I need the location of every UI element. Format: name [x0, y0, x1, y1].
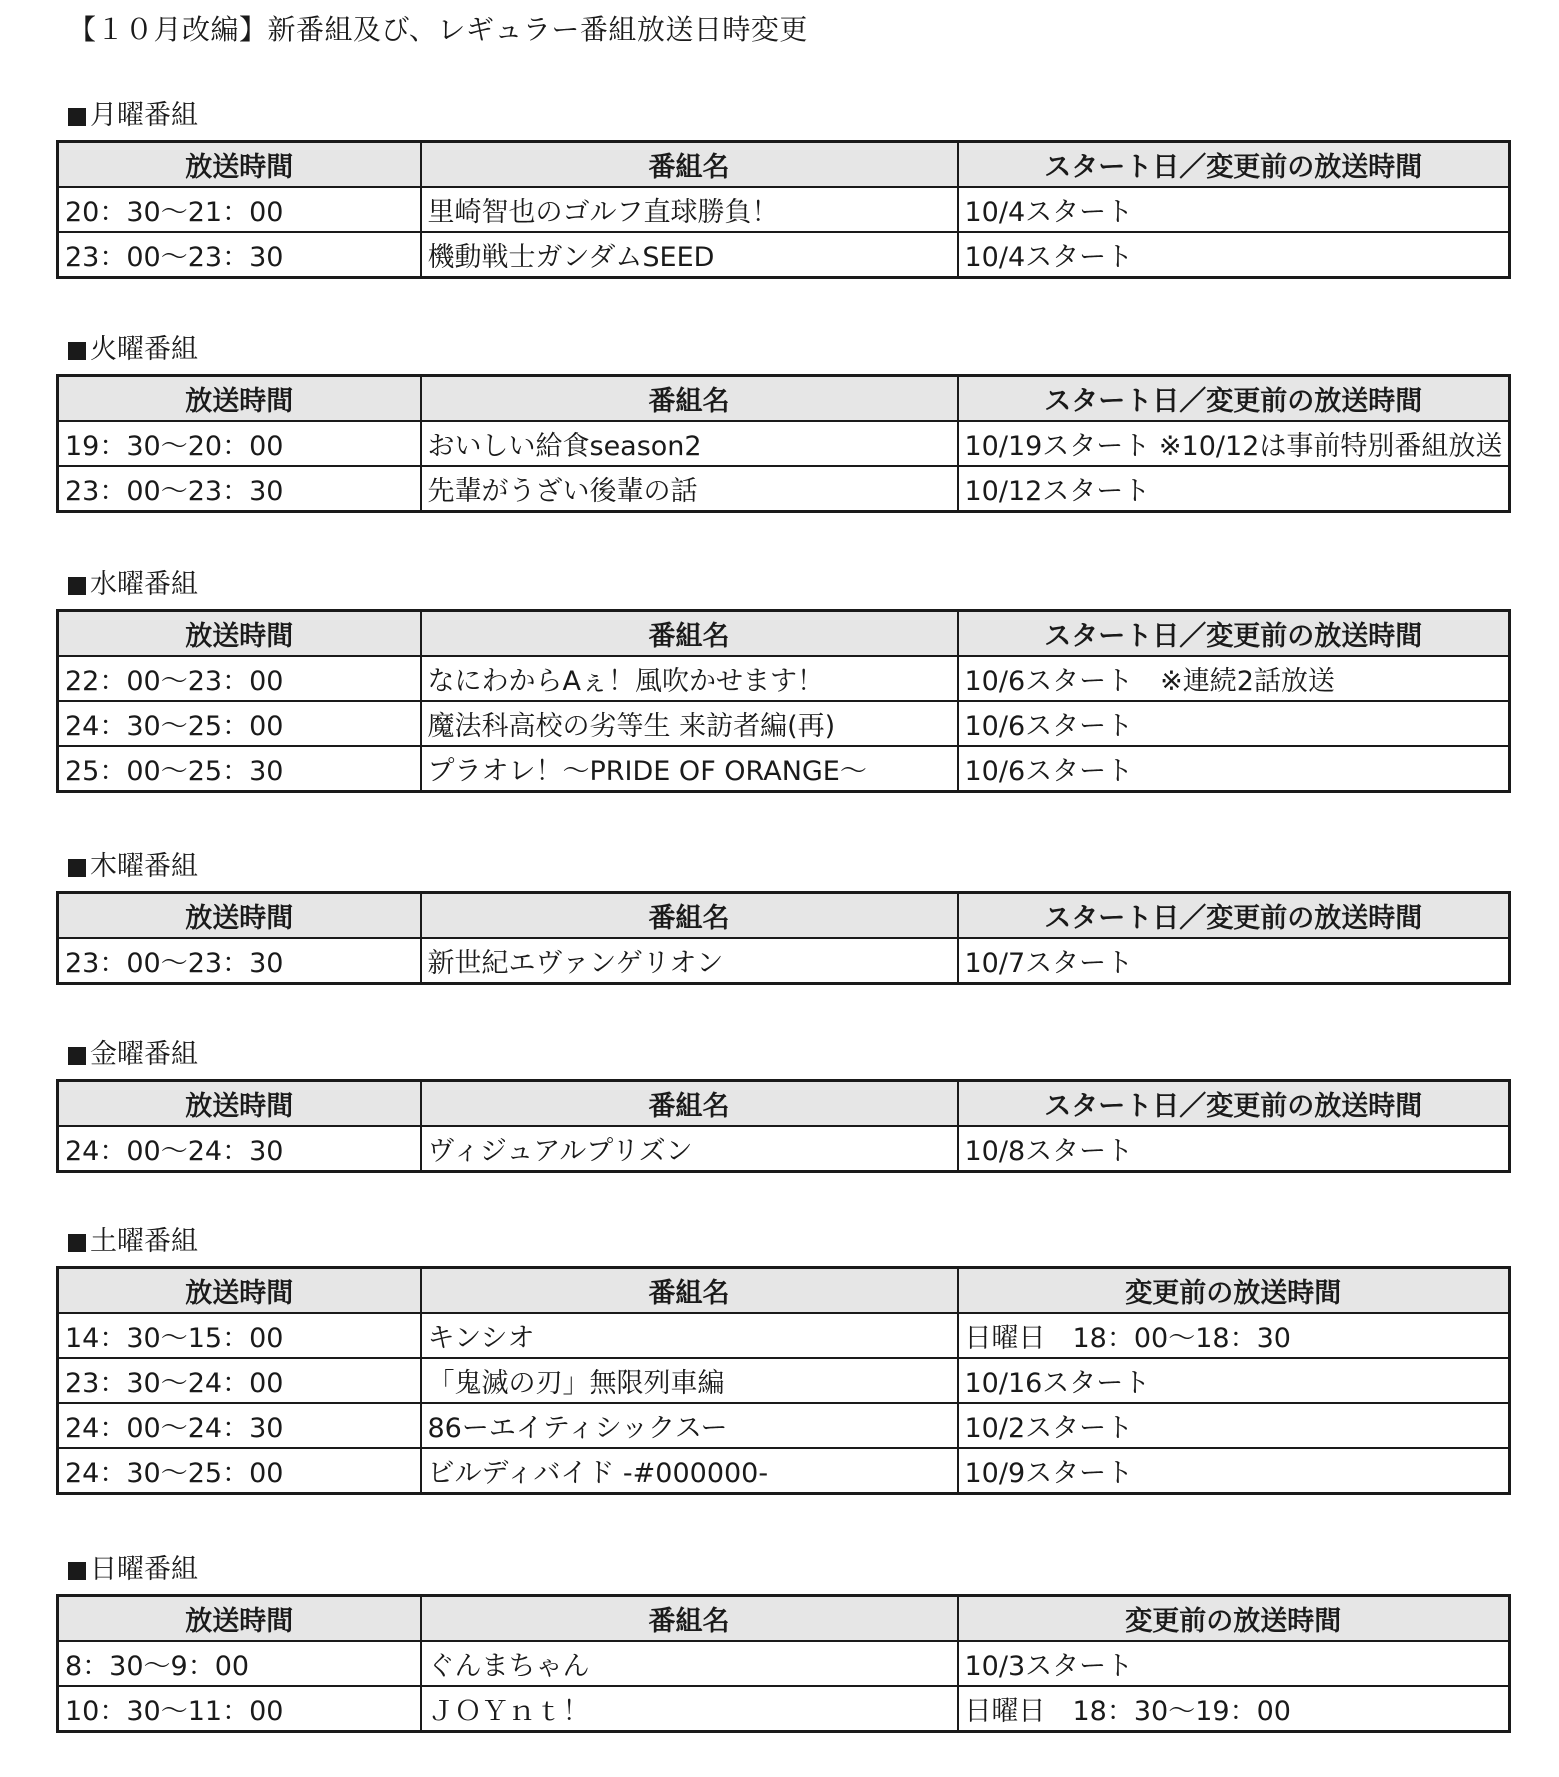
column-header: 番組名 [421, 1596, 958, 1642]
schedule-table [56, 1594, 1511, 1733]
table-header-row [58, 1268, 1510, 1314]
broadcast-time-cell: 24：30～25：00 [58, 1448, 421, 1494]
column-header: スタート日／変更前の放送時間 [958, 893, 1510, 939]
bullet-square-icon [68, 1047, 86, 1065]
broadcast-time-cell: 14：30～15：00 [58, 1313, 421, 1358]
program-name-cell: 「鬼滅の刃」無限列車編 [421, 1358, 958, 1403]
column-header: スタート日／変更前の放送時間 [958, 376, 1510, 422]
program-name-cell: キンシオ [421, 1313, 958, 1358]
broadcast-time-cell: 24：30～25：00 [58, 701, 421, 746]
schedule-section [56, 96, 1506, 279]
section-heading-text: 月曜番組 [90, 100, 198, 131]
table-row [58, 1686, 1510, 1732]
start-date-cell: 10/16スタート [958, 1358, 1510, 1403]
bullet-square-icon [68, 577, 86, 595]
section-heading-text: 日曜番組 [90, 1554, 198, 1585]
section-heading-text: 水曜番組 [90, 569, 198, 600]
bullet-square-icon [68, 1562, 86, 1580]
column-header: スタート日／変更前の放送時間 [958, 611, 1510, 657]
start-date-cell: 10/6スタート [958, 701, 1510, 746]
section-heading [56, 565, 1506, 605]
schedule-section [56, 1035, 1506, 1173]
program-name-cell: 里崎智也のゴルフ直球勝負！ [421, 187, 958, 232]
program-name-cell: 機動戦士ガンダムSEED [421, 232, 958, 278]
start-date-cell: 10/6スタート [958, 746, 1510, 792]
column-header: 番組名 [421, 1081, 958, 1127]
broadcast-time-cell: 25：00～25：30 [58, 746, 421, 792]
table-row [58, 232, 1510, 278]
start-date-cell: 10/8スタート [958, 1126, 1510, 1172]
broadcast-time-cell: 24：00～24：30 [58, 1403, 421, 1448]
column-header: スタート日／変更前の放送時間 [958, 1081, 1510, 1127]
broadcast-time-cell: 20：30～21：00 [58, 187, 421, 232]
start-date-cell: 10/7スタート [958, 938, 1510, 984]
section-heading [56, 1550, 1506, 1590]
section-heading-text: 土曜番組 [90, 1226, 198, 1257]
column-header: 放送時間 [58, 1081, 421, 1127]
table-row [58, 187, 1510, 232]
schedule-section [56, 1550, 1506, 1733]
column-header: 番組名 [421, 376, 958, 422]
start-date-cell: 日曜日 18：00～18：30 [958, 1313, 1510, 1358]
start-date-cell: 10/6スタート ※連続2話放送 [958, 656, 1510, 701]
table-header-row [58, 611, 1510, 657]
column-header: 変更前の放送時間 [958, 1268, 1510, 1314]
broadcast-time-cell: 23：00～23：30 [58, 938, 421, 984]
start-date-cell: 日曜日 18：30～19：00 [958, 1686, 1510, 1732]
schedule-table [56, 1079, 1511, 1173]
schedule-table [56, 891, 1511, 985]
column-header: 放送時間 [58, 893, 421, 939]
broadcast-time-cell: 23：00～23：30 [58, 232, 421, 278]
broadcast-time-cell: 23：00～23：30 [58, 466, 421, 512]
program-name-cell: プラオレ！～PRIDE OF ORANGE～ [421, 746, 958, 792]
schedule-table [56, 140, 1511, 279]
section-heading [56, 1035, 1506, 1075]
section-heading [56, 1222, 1506, 1262]
table-row [58, 466, 1510, 512]
broadcast-time-cell: 19：30～20：00 [58, 421, 421, 466]
table-row [58, 656, 1510, 701]
column-header: 放送時間 [58, 1268, 421, 1314]
program-name-cell: 魔法科高校の劣等生 来訪者編(再) [421, 701, 958, 746]
section-heading-text: 木曜番組 [90, 851, 198, 882]
broadcast-time-cell: 24：00～24：30 [58, 1126, 421, 1172]
bullet-square-icon [68, 859, 86, 877]
table-row [58, 1313, 1510, 1358]
program-name-cell: おいしい給食season2 [421, 421, 958, 466]
table-row [58, 1126, 1510, 1172]
column-header: 放送時間 [58, 142, 421, 188]
table-row [58, 1448, 1510, 1494]
start-date-cell: 10/4スタート [958, 187, 1510, 232]
broadcast-time-cell: 22：00～23：00 [58, 656, 421, 701]
start-date-cell: 10/3スタート [958, 1641, 1510, 1686]
table-row [58, 938, 1510, 984]
schedule-section [56, 847, 1506, 985]
broadcast-time-cell: 8：30～9：00 [58, 1641, 421, 1686]
schedule-section [56, 330, 1506, 513]
schedule-section [56, 1222, 1506, 1495]
column-header: 番組名 [421, 611, 958, 657]
column-header: スタート日／変更前の放送時間 [958, 142, 1510, 188]
bullet-square-icon [68, 1234, 86, 1252]
program-name-cell: 先輩がうざい後輩の話 [421, 466, 958, 512]
table-row [58, 1641, 1510, 1686]
program-name-cell: ビルディバイド -#000000- [421, 1448, 958, 1494]
schedule-table [56, 374, 1511, 513]
start-date-cell: 10/4スタート [958, 232, 1510, 278]
start-date-cell: 10/19スタート ※10/12は事前特別番組放送 [958, 421, 1510, 466]
column-header: 放送時間 [58, 611, 421, 657]
program-name-cell: 86ーエイティシックスー [421, 1403, 958, 1448]
column-header: 番組名 [421, 1268, 958, 1314]
section-heading [56, 847, 1506, 887]
column-header: 放送時間 [58, 376, 421, 422]
schedule-table [56, 1266, 1511, 1495]
page-title: 【１０月改編】新番組及び、レギュラー番組放送日時変更 [68, 13, 808, 46]
table-header-row [58, 376, 1510, 422]
section-heading [56, 96, 1506, 136]
section-heading [56, 330, 1506, 370]
start-date-cell: 10/9スタート [958, 1448, 1510, 1494]
table-row [58, 701, 1510, 746]
column-header: 放送時間 [58, 1596, 421, 1642]
section-heading-text: 金曜番組 [90, 1039, 198, 1070]
bullet-square-icon [68, 108, 86, 126]
column-header: 番組名 [421, 142, 958, 188]
bullet-square-icon [68, 342, 86, 360]
schedule-table [56, 609, 1511, 793]
program-name-cell: なにわからAぇ！風吹かせます！ [421, 656, 958, 701]
table-row [58, 1403, 1510, 1448]
table-header-row [58, 1596, 1510, 1642]
table-header-row [58, 893, 1510, 939]
table-row [58, 1358, 1510, 1403]
start-date-cell: 10/2スタート [958, 1403, 1510, 1448]
broadcast-time-cell: 10：30～11：00 [58, 1686, 421, 1732]
table-header-row [58, 142, 1510, 188]
column-header: 変更前の放送時間 [958, 1596, 1510, 1642]
program-name-cell: ＪＯＹｎｔ！ [421, 1686, 958, 1732]
table-row [58, 421, 1510, 466]
program-name-cell: ヴィジュアルプリズン [421, 1126, 958, 1172]
broadcast-time-cell: 23：30～24：00 [58, 1358, 421, 1403]
program-name-cell: 新世紀エヴァンゲリオン [421, 938, 958, 984]
table-row [58, 746, 1510, 792]
column-header: 番組名 [421, 893, 958, 939]
table-header-row [58, 1081, 1510, 1127]
start-date-cell: 10/12スタート [958, 466, 1510, 512]
program-name-cell: ぐんまちゃん [421, 1641, 958, 1686]
section-heading-text: 火曜番組 [90, 334, 198, 365]
schedule-section [56, 565, 1506, 793]
